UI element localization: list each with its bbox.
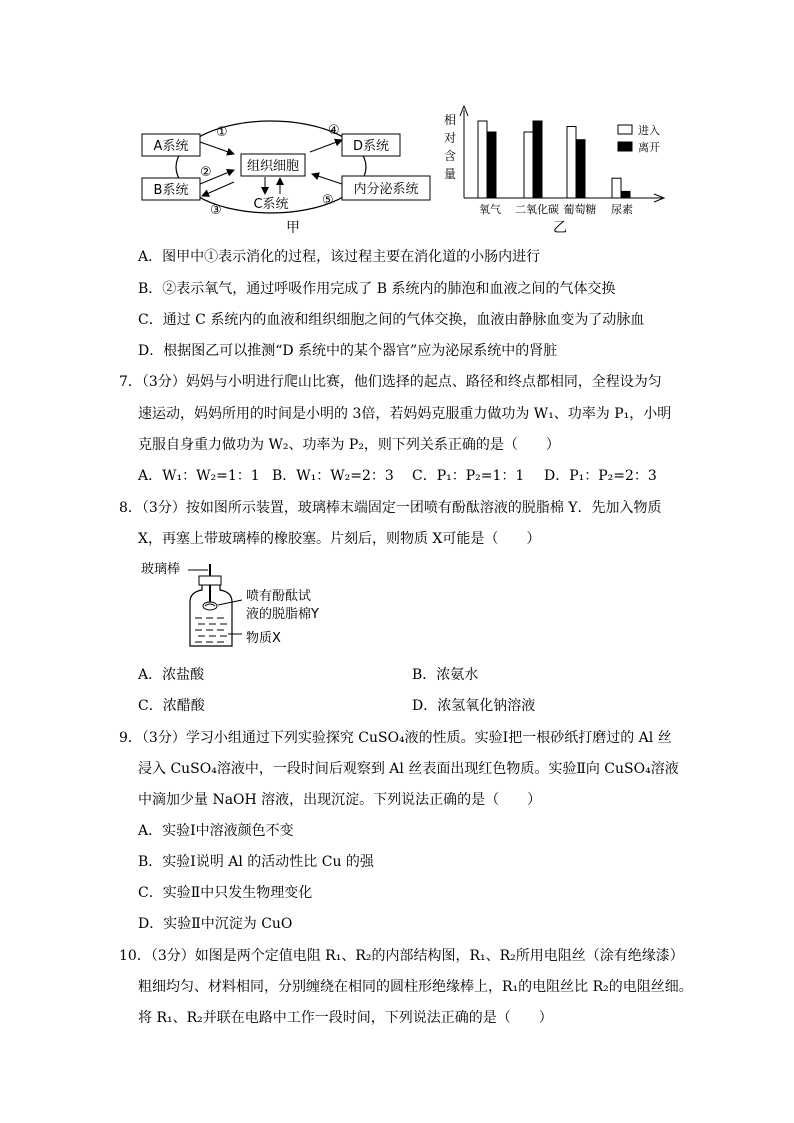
q7-option-b: B．W₁：W₂=2：3 bbox=[272, 468, 394, 484]
q9-option-c: C．实验Ⅱ中只发生物理变化 bbox=[138, 885, 313, 901]
q8-stem-line2: X，再塞上带玻璃棒的橡胶塞。片刻后，则物质 X可能是（ ） bbox=[138, 531, 541, 547]
q9-option-d: D．实验Ⅱ中沉淀为 CuO bbox=[138, 916, 293, 932]
q7-stem-line1: 7．（3分）妈妈与小明进行爬山比赛，他们选择的起点、路径和终点都相同，全程设为匀 bbox=[119, 374, 662, 390]
q8-label-substance-x: 物质X bbox=[246, 631, 281, 646]
x-tick-label: 葡萄糖 bbox=[563, 203, 597, 216]
q9-stem-line2: 浸入 CuSO₄溶液中，一段时间后观察到 Al 丝表面出现红色物质。实验Ⅱ向 CuSO₄溶液 bbox=[138, 761, 679, 777]
y-axis-label-char: 对 bbox=[443, 131, 457, 145]
figure-jia-caption: 甲 bbox=[286, 220, 300, 236]
d-system-label: D系统 bbox=[352, 139, 390, 154]
rubber-stopper bbox=[199, 576, 221, 585]
q10-stem-line3: 将 R₁、R₂并联在电路中工作一段时间，下列说法正确的是（ ） bbox=[138, 1010, 553, 1026]
endocrine-system-label: 内分泌系统 bbox=[353, 182, 419, 197]
marker-3: ③ bbox=[210, 203, 222, 218]
marker-1: ① bbox=[216, 125, 228, 140]
q7-stem-line2: 速运动，妈妈所用的时间是小明的 3倍，若妈妈克服重力做功为 W₁、功率为 P₁，小明 bbox=[138, 406, 672, 422]
q9-stem-line3: 中滴加少量 NaOH 溶液，出现沉淀。下列说法正确的是（ ） bbox=[138, 792, 542, 808]
q10-stem-line1: 10．（3分）如图是两个定值电阻 R₁、R₂的内部结构图，R₁、R₂所用电阻丝（涂有绝缘漆） bbox=[119, 948, 684, 964]
c-system-label: C系统 bbox=[253, 197, 289, 212]
q9-option-b: B．实验Ⅰ说明 Al 的活动性比 Cu 的强 bbox=[138, 854, 374, 870]
q8-option-c: C．浓醋酸 bbox=[138, 698, 205, 714]
bar-out-0 bbox=[487, 132, 496, 198]
q7-option-a: A．W₁：W₂=1：1 bbox=[138, 468, 260, 484]
q6-option-a: A．图甲中①表示消化的过程，该过程主要在消化道的小肠内进行 bbox=[138, 249, 541, 265]
q8-stem-line1: 8．（3分）按如图所示装置，玻璃棒末端固定一团喷有酚酞溶液的脱脂棉 Y．先加入物质 bbox=[119, 500, 662, 516]
x-tick-label: 尿素 bbox=[611, 203, 633, 216]
q8-option-b: B．浓氨水 bbox=[412, 667, 479, 683]
marker-4: ④ bbox=[328, 123, 340, 138]
legend-in-label: 进入 bbox=[638, 124, 660, 137]
q7-option-d: D．P₁：P₂=2：3 bbox=[544, 468, 657, 484]
marker-5: ⑤ bbox=[322, 193, 334, 208]
y-axis-label-char: 相 bbox=[443, 113, 457, 127]
figure-jia bbox=[130, 112, 440, 242]
bar-out-2 bbox=[576, 140, 585, 198]
figure-yi-caption: 乙 bbox=[553, 220, 567, 236]
y-axis-label-char: 量 bbox=[443, 167, 457, 181]
bar-in-2 bbox=[567, 127, 576, 199]
marker-2: ② bbox=[200, 165, 212, 180]
b-system-label: B系统 bbox=[153, 183, 189, 198]
bar-out-1 bbox=[533, 121, 542, 198]
y-axis-label-char: 含 bbox=[443, 149, 457, 163]
q8-option-a: A．浓盐酸 bbox=[138, 667, 205, 683]
q6-option-d: D．根据图乙可以推测“D 系统中的某个器官”应为泌尿系统中的肾脏 bbox=[138, 343, 558, 359]
legend-in-swatch bbox=[618, 125, 632, 134]
q8-label-glass-rod: 玻璃棒 bbox=[141, 562, 181, 577]
tissue-cell-label: 组织细胞 bbox=[246, 159, 300, 174]
x-tick-label: 二氧化碳 bbox=[515, 203, 559, 216]
q8-option-d: D．浓氢氧化钠溶液 bbox=[412, 698, 536, 714]
bar-in-0 bbox=[478, 121, 487, 198]
q8-label-cotton-1: 喷有酚酞试 bbox=[246, 589, 312, 604]
q7-option-c: C．P₁：P₂=1：1 bbox=[412, 468, 525, 484]
bar-in-3 bbox=[612, 178, 621, 198]
substance-x bbox=[195, 618, 227, 642]
q6-option-b: B．②表示氧气，通过呼吸作用完成了 B 系统内的肺泡和血液之间的气体交换 bbox=[138, 281, 616, 297]
bar-out-3 bbox=[621, 191, 630, 198]
legend-out-swatch bbox=[618, 142, 632, 151]
q9-stem-line1: 9．（3分）学习小组通过下列实验探究 CuSO₄液的性质。实验Ⅰ把一根砂纸打磨过的 Al 丝 bbox=[119, 730, 672, 746]
q9-option-a: A．实验Ⅰ中溶液颜色不变 bbox=[138, 823, 294, 839]
q7-stem-line3: 克服自身重力做功为 W₂、功率为 P₂，则下列关系正确的是（ ） bbox=[138, 437, 560, 453]
y-axis-label bbox=[444, 112, 456, 181]
bar-in-1 bbox=[524, 132, 533, 198]
q10-stem-line2: 粗细均匀、材料相同，分别缠绕在相同的圆柱形绝缘棒上，R₁的电阻丝比 R₂的电阻丝细。 bbox=[138, 979, 693, 995]
x-tick-label: 氧气 bbox=[479, 203, 501, 216]
q6-option-c: C．通过 C 系统内的血液和组织细胞之间的气体交换，血液由静脉血变为了动脉血 bbox=[138, 312, 645, 328]
q8-label-cotton-2: 液的脱脂棉Y bbox=[246, 607, 319, 622]
a-system-label: A系统 bbox=[153, 139, 189, 154]
legend-out-label: 离开 bbox=[638, 141, 660, 154]
